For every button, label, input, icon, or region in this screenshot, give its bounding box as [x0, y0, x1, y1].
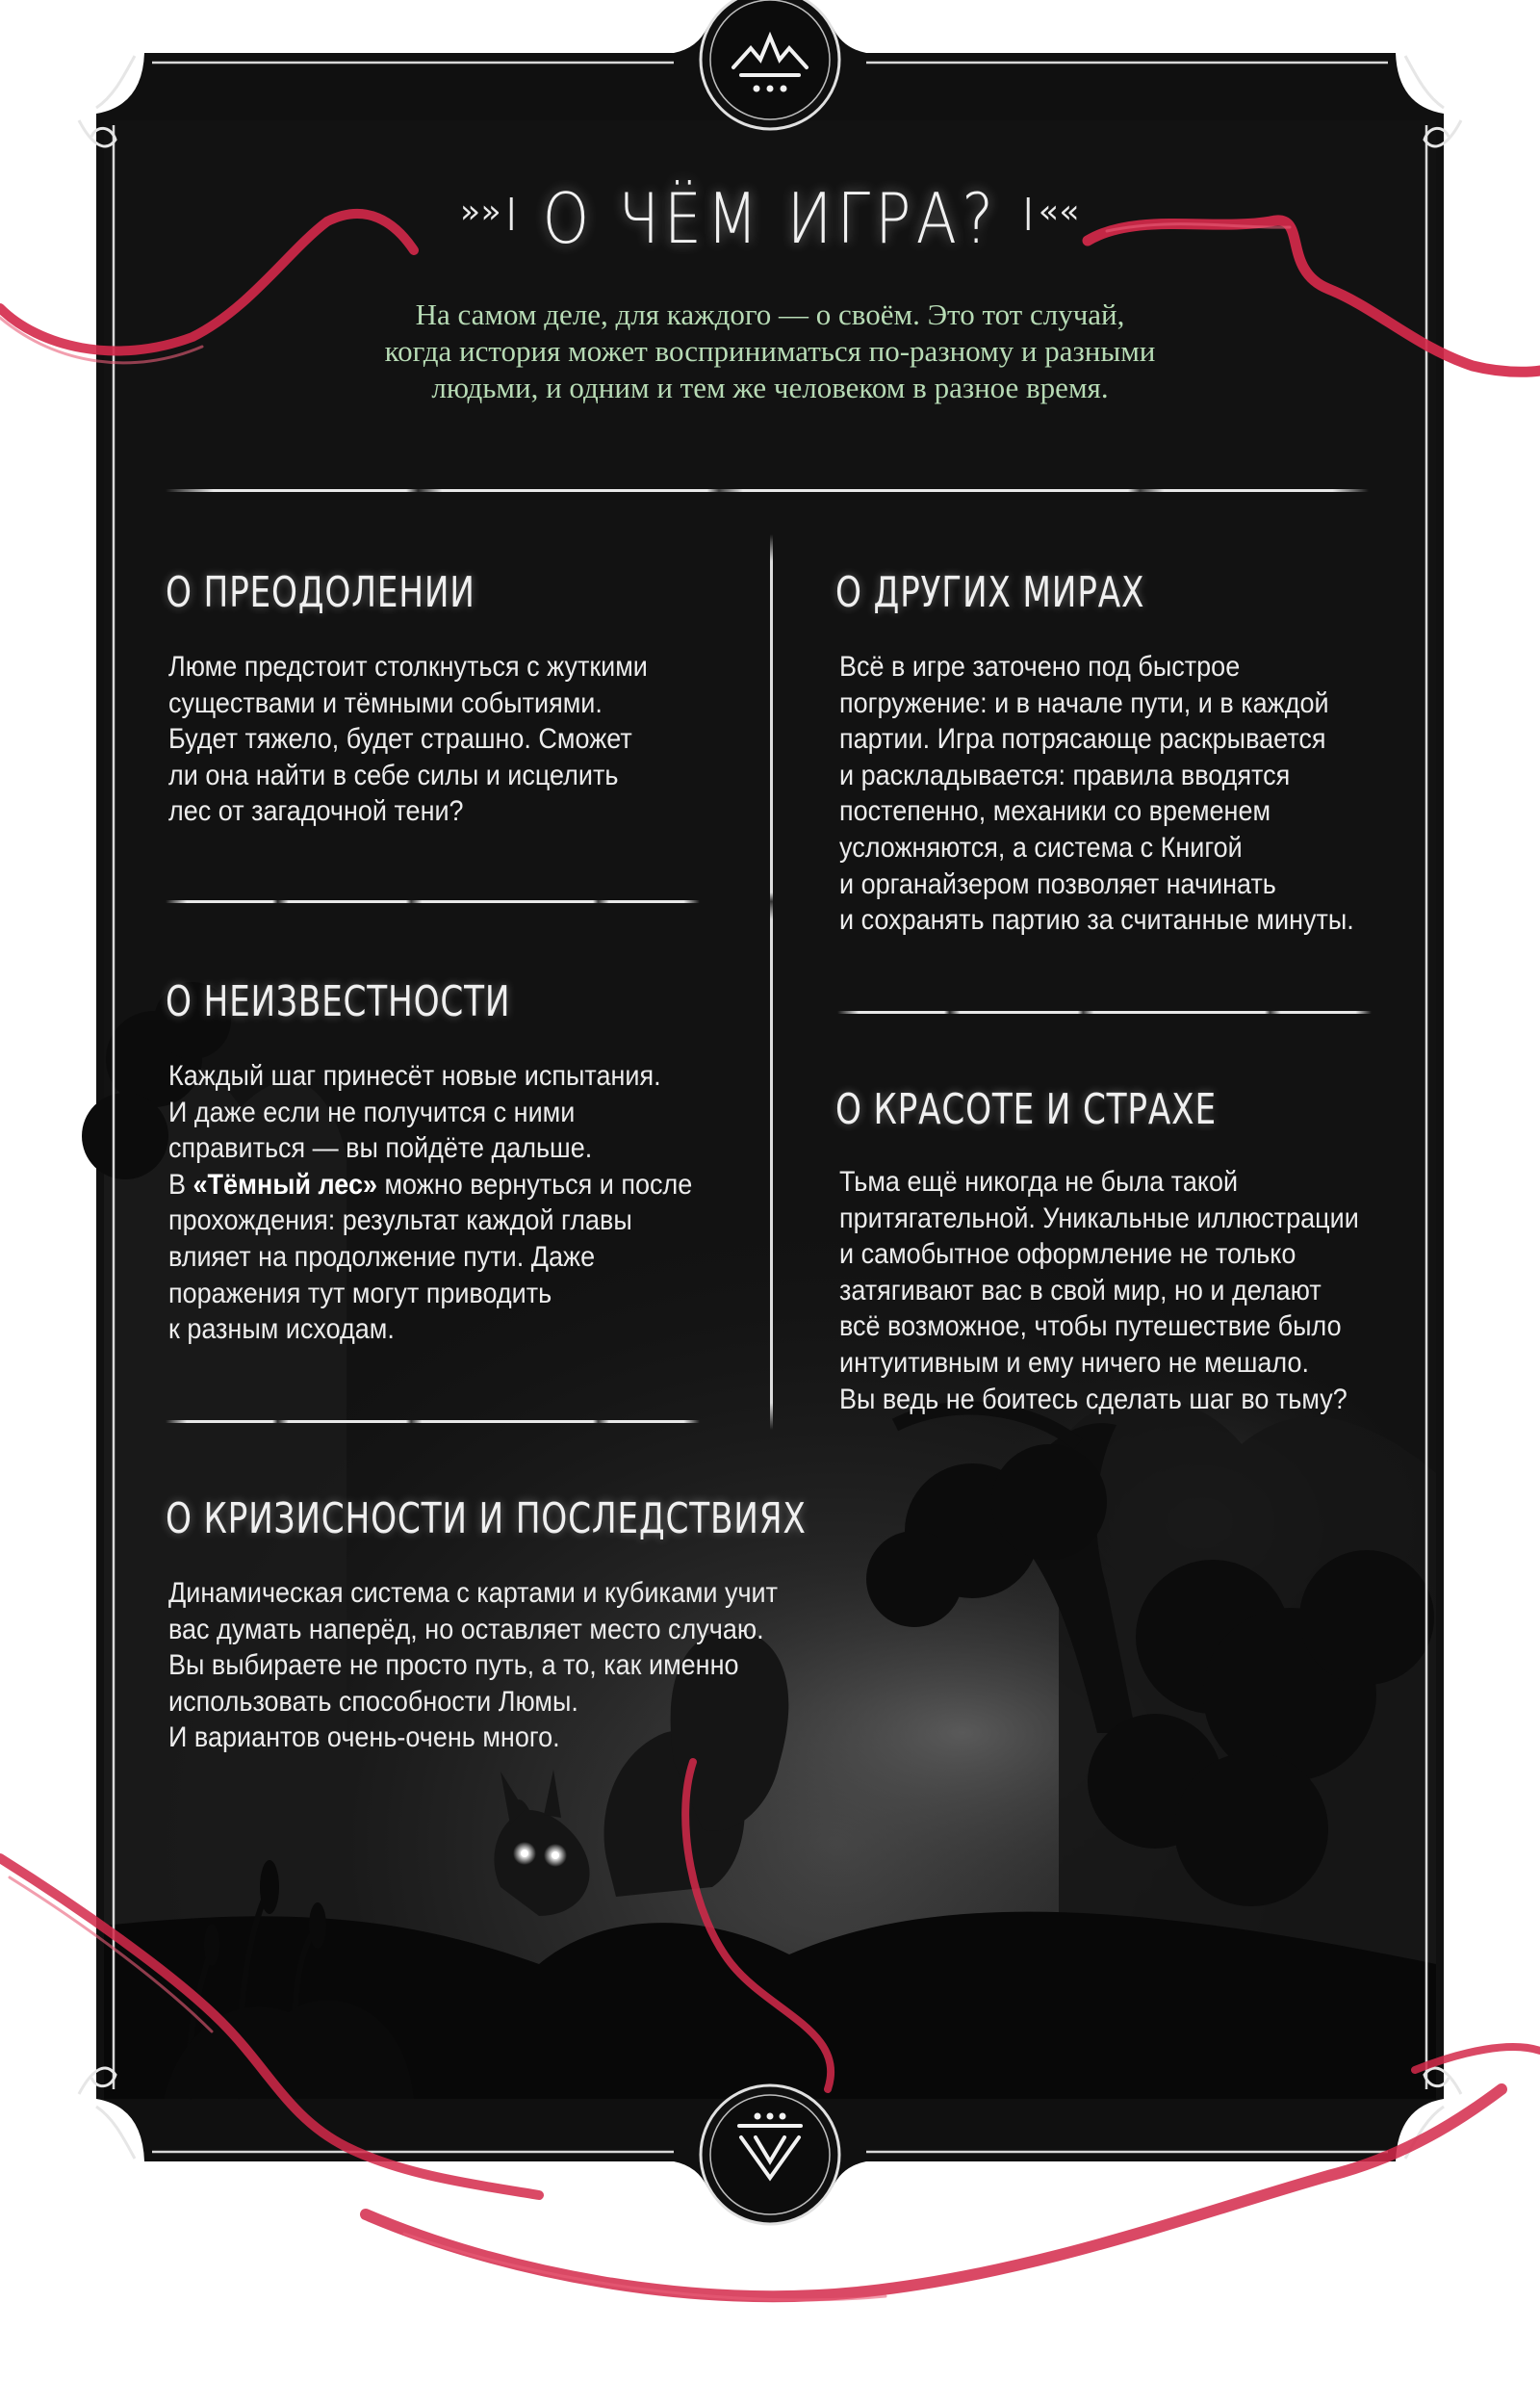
text-line: усложняются, а система с Книгой: [839, 831, 1243, 864]
intro-line: людьми, и одним и тем же человеком в разное время.: [431, 371, 1109, 404]
intro-line: На самом деле, для каждого — о своём. Это тот случай,: [415, 298, 1125, 331]
title-ornament-left: »»|: [460, 193, 523, 231]
text-line: справиться — вы пойдёте дальше.: [168, 1132, 593, 1165]
text-line: постепенно, механики со временем: [839, 795, 1271, 828]
body-overcoming: [168, 649, 648, 830]
text-line: прохождения: результат каждой главы: [168, 1204, 632, 1237]
text-line: затягивают вас в свой мир, но и делают: [839, 1274, 1322, 1306]
text-line: Вы выбираете не просто путь, а то, как именно: [168, 1649, 739, 1682]
text-line: использовать способности Люмы.: [168, 1685, 578, 1718]
heading-unknown: О НЕИЗВЕСТНОСТИ: [166, 977, 511, 1026]
text-line: всё возможное, чтобы путешествие было: [839, 1310, 1342, 1343]
intro-text: [289, 297, 1251, 406]
text-line: и сохранять партию за считанные минуты.: [839, 904, 1354, 937]
title-row: [0, 166, 1540, 272]
title-ornament-right: |««: [1018, 193, 1081, 231]
heading-crisis: О КРИЗИСНОСТИ И ПОСЛЕДСТВИЯХ: [166, 1494, 807, 1543]
text-line: и органайзером позволяет начинать: [839, 867, 1276, 900]
text-line: и самобытное оформление не только: [839, 1238, 1296, 1271]
text-line: влияет на продолжение пути. Даже: [168, 1240, 596, 1273]
heading-overcoming: О ПРЕОДОЛЕНИИ: [166, 568, 475, 617]
text-line: погружение: и в начале пути, и в каждой: [839, 686, 1329, 719]
intro-line: когда история может восприниматься по-разному и разными: [384, 334, 1156, 368]
left-divider-2: [166, 1420, 700, 1423]
text-line: И вариантов очень-очень много.: [168, 1721, 560, 1754]
text-fragment: можно вернуться и после: [376, 1168, 693, 1201]
text-line: Всё в игре заточено под быстрое: [839, 651, 1241, 683]
body-other-worlds: [839, 649, 1354, 939]
text-line: Каждый шаг принесёт новые испытания.: [168, 1060, 661, 1092]
right-divider-1: [837, 1011, 1372, 1014]
top-divider: [166, 489, 1369, 492]
body-beauty: [839, 1164, 1359, 1417]
body-crisis: [168, 1575, 778, 1756]
text-line: вас думать наперёд, но оставляет место случаю.: [168, 1613, 764, 1645]
heading-beauty: О КРАСОТЕ И СТРАХЕ: [835, 1085, 1217, 1134]
text-line: существами и тёмными событиями.: [168, 686, 603, 719]
game-title-bold: «Тёмный лес»: [192, 1168, 377, 1201]
body-unknown: [168, 1058, 692, 1348]
text-line: Тьма ещё никогда не была такой: [839, 1166, 1239, 1198]
text-line: Динамическая система с картами и кубиками учит: [168, 1577, 779, 1609]
top-rune-icon: [701, 0, 839, 129]
text-line: к разным исходам.: [168, 1313, 395, 1346]
text-line: Люме предстоит столкнуться с жуткими: [168, 651, 648, 683]
text-line: [168, 1167, 692, 1203]
text-line: лес от загадочной тени?: [168, 795, 464, 828]
heading-other-worlds: О ДРУГИХ МИРАХ: [835, 568, 1145, 617]
text-line: притягательной. Уникальные иллюстрации: [839, 1202, 1359, 1234]
column-divider: [770, 534, 773, 1430]
text-line: партии. Игра потрясающе раскрывается: [839, 723, 1326, 756]
text-line: И даже если не получится с ними: [168, 1096, 576, 1128]
text-line: поражения тут могут приводить: [168, 1277, 552, 1309]
page-title: О ЧЁМ ИГРА?: [542, 178, 998, 259]
left-divider-1: [166, 900, 700, 903]
text-line: и раскладывается: правила вводятся: [839, 759, 1291, 791]
text-line: Вы ведь не боитесь сделать шаг во тьму?: [839, 1383, 1348, 1415]
text-line: интуитивным и ему ничего не мешало.: [839, 1346, 1309, 1379]
text-fragment: В: [168, 1168, 193, 1201]
bottom-rune-icon: [701, 2085, 839, 2224]
text-line: ли она найти в себе силы и исцелить: [168, 759, 619, 791]
text-line: Будет тяжело, будет страшно. Сможет: [168, 723, 632, 756]
